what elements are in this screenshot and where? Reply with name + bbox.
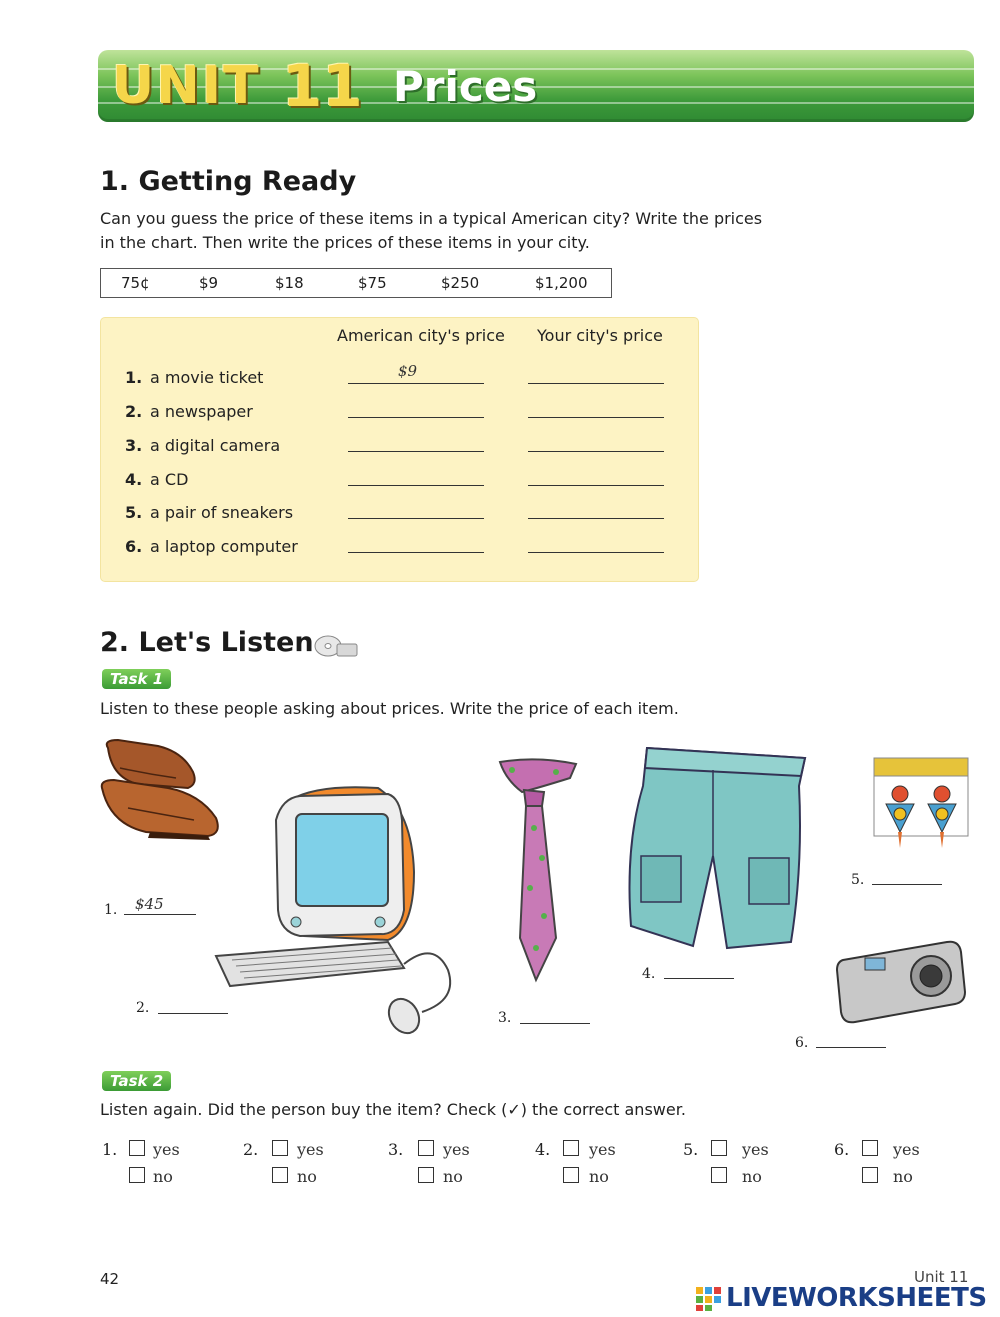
unit-title: Prices — [393, 62, 538, 111]
chart-row-number: 5. — [125, 503, 143, 522]
no-label: no — [153, 1167, 173, 1186]
no-label: no — [589, 1167, 609, 1186]
chart-yours-blank[interactable] — [528, 417, 664, 418]
yes-label: yes — [742, 1140, 769, 1159]
no-checkbox[interactable] — [862, 1167, 878, 1183]
chart-row-item: a pair of sneakers — [150, 503, 294, 522]
page-number: 42 — [100, 1270, 120, 1288]
price-bank-item: $9 — [199, 274, 219, 292]
yes-label: yes — [153, 1140, 180, 1159]
yes-checkbox[interactable] — [418, 1140, 434, 1156]
audio-cd-icon — [313, 632, 359, 658]
price-bank-item: 75¢ — [121, 274, 150, 292]
chart-american-blank[interactable] — [348, 451, 484, 452]
item-label: 2. — [136, 1000, 150, 1016]
no-label: no — [297, 1167, 317, 1186]
task1-badge: Task 1 — [102, 669, 171, 689]
chart-american-blank[interactable] — [348, 417, 484, 418]
logo-blocks-icon — [696, 1287, 722, 1311]
item-answer-blank[interactable] — [872, 884, 942, 885]
check-item-number: 3. — [388, 1140, 404, 1159]
task2-badge: Task 2 — [102, 1071, 171, 1091]
chart-american-blank[interactable] — [348, 485, 484, 486]
item-answer: $45 — [135, 895, 164, 913]
earrings-card-image — [872, 756, 970, 852]
shorts-image — [615, 746, 811, 952]
yes-checkbox[interactable] — [862, 1140, 878, 1156]
column-header-american: American city's price — [337, 326, 505, 345]
chart-american-blank[interactable] — [348, 552, 484, 553]
check-item-number: 4. — [535, 1140, 551, 1159]
chart-yours-blank[interactable] — [528, 383, 664, 384]
no-checkbox[interactable] — [129, 1167, 145, 1183]
yes-checkbox[interactable] — [129, 1140, 145, 1156]
desktop-computer-image — [208, 780, 468, 1038]
yes-checkbox[interactable] — [563, 1140, 579, 1156]
chart-american-blank[interactable] — [348, 518, 484, 519]
chart-row-item: a newspaper — [150, 402, 253, 421]
chart-yours-blank[interactable] — [528, 451, 664, 452]
column-header-yours: Your city's price — [537, 326, 663, 345]
yes-label: yes — [443, 1140, 470, 1159]
check-item-number: 1. — [102, 1140, 118, 1159]
chart-yours-blank[interactable] — [528, 552, 664, 553]
chart-row-number: 3. — [125, 436, 143, 455]
section1-instructions-line1: Can you guess the price of these items in a typical American city? Write the prices — [100, 209, 763, 228]
chart-yours-blank[interactable] — [528, 518, 664, 519]
price-bank-item: $18 — [275, 274, 304, 292]
liveworksheets-logo — [696, 1283, 996, 1313]
chart-american-answer: $9 — [398, 362, 418, 380]
unit-number: 11 — [282, 52, 363, 120]
check-item-number: 6. — [834, 1140, 850, 1159]
chart-row-number: 1. — [125, 368, 143, 387]
item-answer-blank[interactable] — [520, 1023, 590, 1024]
chart-yours-blank[interactable] — [528, 485, 664, 486]
item-answer-blank[interactable] — [816, 1047, 886, 1048]
unit-word: UNIT — [112, 56, 261, 116]
chart-row-item: a CD — [150, 470, 189, 489]
item-label: 1. — [104, 902, 118, 918]
price-bank-item: $75 — [358, 274, 387, 292]
no-checkbox[interactable] — [563, 1167, 579, 1183]
no-label: no — [893, 1167, 913, 1186]
section1-instructions-line2: in the chart. Then write the prices of these items in your city. — [100, 233, 590, 252]
chart-american-blank[interactable] — [348, 383, 484, 384]
item-label: 5. — [851, 872, 865, 888]
yes-label: yes — [893, 1140, 920, 1159]
chart-row-number: 4. — [125, 470, 143, 489]
item-label: 3. — [498, 1010, 512, 1026]
check-item-number: 5. — [683, 1140, 699, 1159]
price-bank-item: $250 — [441, 274, 480, 292]
no-checkbox[interactable] — [272, 1167, 288, 1183]
no-label: no — [742, 1167, 762, 1186]
chart-row-item: a movie ticket — [150, 368, 264, 387]
no-checkbox[interactable] — [418, 1167, 434, 1183]
item-answer-blank[interactable] — [158, 1013, 228, 1014]
section2-heading: 2. Let's Listen — [100, 627, 314, 658]
no-label: no — [443, 1167, 463, 1186]
yes-checkbox[interactable] — [711, 1140, 727, 1156]
necktie-image — [492, 758, 582, 984]
price-bank — [100, 268, 612, 298]
item-label: 4. — [642, 966, 656, 982]
chart-row-number: 2. — [125, 402, 143, 421]
digital-camera-image — [835, 936, 967, 1026]
item-answer-blank[interactable] — [124, 914, 196, 915]
task1-instructions: Listen to these people asking about prices. Write the price of each item. — [100, 699, 679, 718]
task2-instructions: Listen again. Did the person buy the item? Check (✓) the correct answer. — [100, 1100, 686, 1119]
no-checkbox[interactable] — [711, 1167, 727, 1183]
chart-row-item: a laptop computer — [150, 537, 298, 556]
price-bank-item: $1,200 — [535, 274, 588, 292]
footer-unit-label: Unit 11 — [914, 1268, 969, 1286]
item-answer-blank[interactable] — [664, 978, 734, 979]
chart-row-item: a digital camera — [150, 436, 281, 455]
yes-label: yes — [589, 1140, 616, 1159]
check-item-number: 2. — [243, 1140, 259, 1159]
yes-label: yes — [297, 1140, 324, 1159]
section1-heading: 1. Getting Ready — [100, 166, 357, 197]
item-label: 6. — [795, 1035, 809, 1051]
yes-checkbox[interactable] — [272, 1140, 288, 1156]
loafers-image — [98, 738, 226, 842]
chart-row-number: 6. — [125, 537, 143, 556]
logo-text: LIVEWORKSHEETS — [726, 1283, 987, 1313]
